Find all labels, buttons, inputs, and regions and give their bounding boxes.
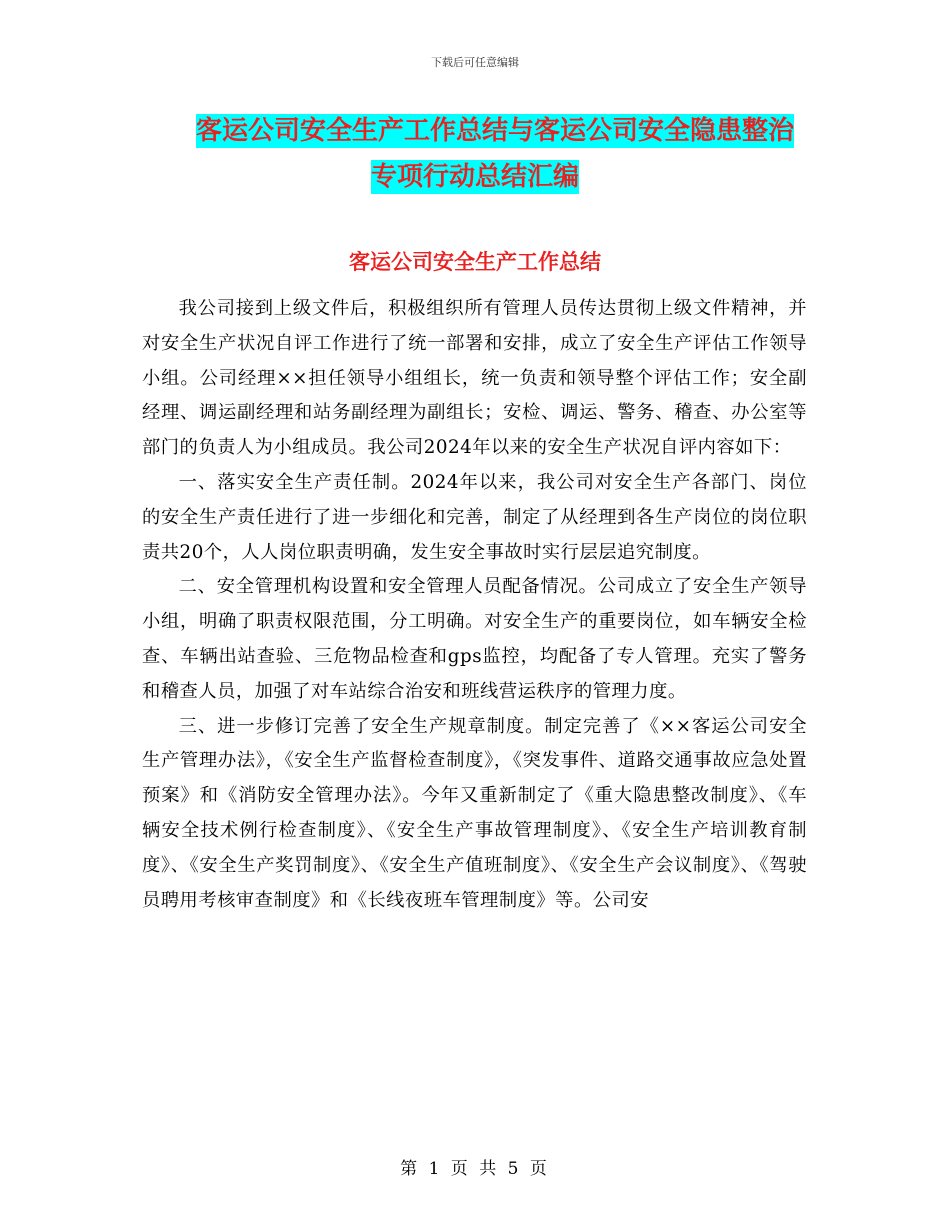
paragraph: 二、安全管理机构设置和安全管理人员配备情况。公司成立了安全生产领导小组，明确了职责权限范围，分工明确。对安全生产的重要岗位，如车辆安全检查、车辆出站查验、三危物品检查和gps监控，均配备了专人管理。充实了警务和稽查人员，加强了对车站综合治安和班线营运秩序的管理力度。	[142, 576, 807, 702]
page-header-note: 下载后可任意编辑	[431, 56, 519, 69]
section-heading: 客运公司安全生产工作总结	[349, 249, 601, 274]
paragraph: 三、进一步修订完善了安全生产规章制度。制定完善了《××客运公司安全生产管理办法》，《安全生产监督检查制度》，《突发事件、道路交通事故应急处置预案》和《消防安全管理办法》。今年又重新制定了《重大隐患整改制度》、《车辆安全技术例行检查制度》、《安全生产事故管理制度》、《安全生产培训教育制度》、《安全生产奖罚制度》、《安全生产值班制度》、《安全生产会议制度》、《驾驶员聘用考核审查制度》和《长线夜班车管理制度》等。公司安	[142, 715, 807, 911]
document-title	[0, 108, 950, 200]
paragraph: 一、落实安全生产责任制。2024年以来，我公司对安全生产各部门、岗位的安全生产责任进行了进一步细化和完善，制定了从经理到各生产岗位的岗位职责共20个，人人岗位职责明确，发生安全事故时实行层层追究制度。	[142, 471, 807, 563]
document-title-line-2: 专项行动总结汇编	[370, 162, 579, 192]
body-text	[142, 292, 807, 918]
page-number-footer: 第 1 页 共 5 页	[400, 1159, 550, 1179]
document-title-line-1: 客运公司安全生产工作总结与客运公司安全隐患整治	[195, 116, 794, 146]
paragraph: 我公司接到上级文件后，积极组织所有管理人员传达贯彻上级文件精神，并对安全生产状况自评工作进行了统一部署和安排，成立了安全生产评估工作领导小组。公司经理××担任领导小组组长，统一负责和领导整个评估工作；安全副经理、调运副经理和站务副经理为副组长；安检、调运、警务、稽查、办公室等部门的负责人为小组成员。我公司2024年以来的安全生产状况自评内容如下：	[142, 298, 807, 459]
